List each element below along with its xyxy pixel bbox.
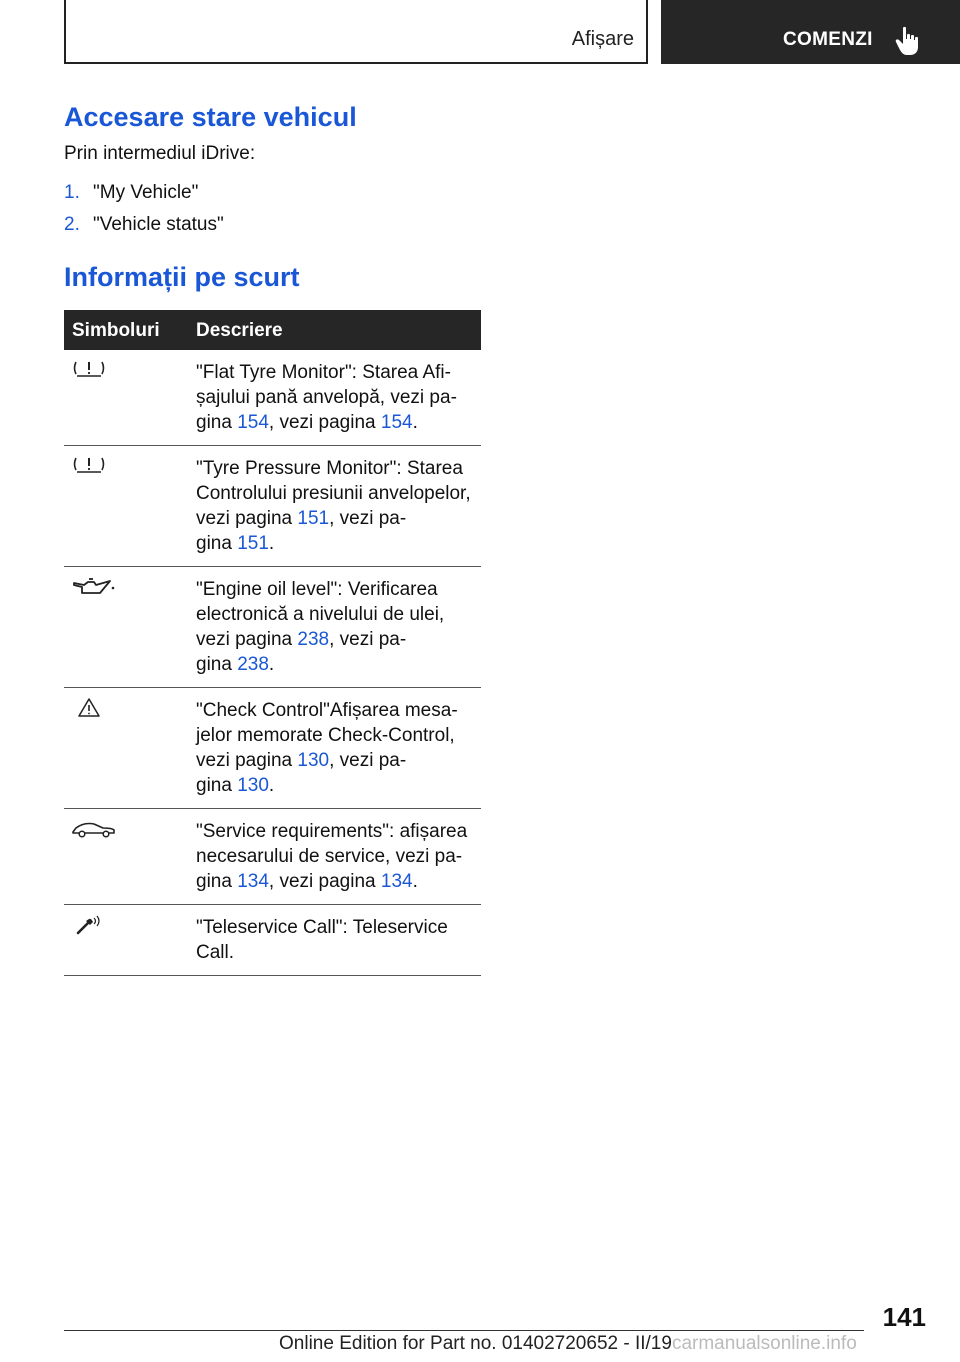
text-fragment: , vezi pa- <box>329 750 407 771</box>
table-row <box>64 688 481 809</box>
tire-pressure-icon <box>70 454 120 478</box>
page-reference-link[interactable]: 151 <box>237 533 269 554</box>
header-section-box <box>64 0 648 64</box>
description-line: șajului pană anvelopă, vezi pa- <box>196 387 457 408</box>
page-reference-link[interactable]: 130 <box>237 775 269 796</box>
text-fragment: vezi pagina <box>196 508 298 529</box>
table-row <box>64 446 481 567</box>
description-line <box>196 410 481 435</box>
row-description <box>196 688 481 808</box>
text-fragment: , vezi pa- <box>329 508 407 529</box>
description-line: "Flat Tyre Monitor": Starea Afi- <box>196 362 451 383</box>
text-fragment: gina <box>196 775 238 796</box>
tire-warning-icon <box>70 358 120 382</box>
text-fragment: . <box>268 533 275 554</box>
table-row <box>64 567 481 688</box>
footer-text <box>279 1333 857 1355</box>
page-reference-link[interactable]: 238 <box>237 654 269 675</box>
header-section-title: Afișare <box>571 28 634 50</box>
text-fragment: . <box>268 775 275 796</box>
text-fragment: vezi pagina <box>196 629 298 650</box>
description-line: Controlului presiunii anvelopelor, <box>196 483 471 504</box>
page-number: 141 <box>882 1302 926 1332</box>
row-description <box>196 350 481 445</box>
page-reference-link[interactable]: 151 <box>297 508 330 529</box>
step-number: 1. <box>64 182 80 203</box>
row-description <box>196 567 481 687</box>
description-line <box>196 748 481 773</box>
text-fragment: gina <box>196 412 238 433</box>
page-reference-link[interactable]: 130 <box>297 750 330 771</box>
edition-text: Online Edition for Part no. 01402720652 - II/19 <box>279 1333 672 1354</box>
description-line <box>196 506 481 531</box>
description-line <box>196 773 481 798</box>
row-description <box>196 809 481 904</box>
text-fragment: . <box>412 871 418 892</box>
description-line: "Tyre Pressure Monitor": Starea <box>196 458 463 479</box>
text-fragment: , vezi pagina <box>268 412 381 433</box>
description-line: jelor memorate Check-Control, <box>196 725 455 746</box>
table-row <box>64 905 481 976</box>
text-fragment: , vezi pa- <box>329 629 407 650</box>
description-line: "Service requirements": afișarea <box>196 821 468 842</box>
description-line: "Teleservice Call": Teleservice <box>196 917 448 938</box>
page-reference-link[interactable]: 238 <box>297 629 330 650</box>
oil-can-icon <box>70 575 120 599</box>
description-line <box>196 652 481 677</box>
row-description <box>196 446 481 566</box>
table-row <box>64 350 481 446</box>
list-item <box>64 182 198 204</box>
text-fragment: , vezi pagina <box>268 871 381 892</box>
step-text: "My Vehicle" <box>93 182 199 203</box>
page-reference-link[interactable]: 134 <box>380 871 413 892</box>
page-reference-link[interactable]: 134 <box>237 871 269 892</box>
text-fragment: gina <box>196 533 238 554</box>
intro-text: Prin intermediul iDrive: <box>64 143 256 164</box>
page-title: Accesare stare vehicul <box>64 102 357 132</box>
description-line: "Check Control"Afișarea mesa- <box>196 700 458 721</box>
car-service-icon <box>70 817 120 841</box>
description-line: necesarului de service, vezi pa- <box>196 846 463 867</box>
symbols-table <box>64 310 481 976</box>
step-text: "Vehicle status" <box>93 214 224 235</box>
list-item <box>64 214 224 236</box>
hand-pointer-icon <box>895 26 923 56</box>
description-line: Call. <box>196 942 235 963</box>
row-description <box>196 905 481 975</box>
description-line: electronică a nivelului de ulei, <box>196 604 445 625</box>
header-chapter-box <box>661 0 960 64</box>
description-line <box>196 869 481 894</box>
text-fragment: . <box>412 412 418 433</box>
table-header <box>64 310 481 350</box>
warning-triangle-icon <box>70 696 120 720</box>
watermark-text: carmanualsonline.info <box>671 1333 857 1354</box>
wrench-signal-icon <box>70 913 120 937</box>
section-title: Informații pe scurt <box>64 262 300 292</box>
text-fragment: gina <box>196 871 238 892</box>
column-header-description: Descriere <box>196 320 283 341</box>
column-header-symbols: Simboluri <box>72 320 160 341</box>
step-number: 2. <box>64 214 80 235</box>
page-reference-link[interactable]: 154 <box>237 412 269 433</box>
table-row <box>64 809 481 905</box>
text-fragment: vezi pagina <box>196 750 298 771</box>
page-reference-link[interactable]: 154 <box>380 412 413 433</box>
description-line <box>196 627 481 652</box>
footer-divider <box>64 1330 864 1331</box>
description-line: "Engine oil level": Verificarea <box>196 579 438 600</box>
description-line <box>196 531 481 556</box>
header-chapter-title: COMENZI <box>783 29 873 50</box>
text-fragment: gina <box>196 654 238 675</box>
text-fragment: . <box>268 654 275 675</box>
